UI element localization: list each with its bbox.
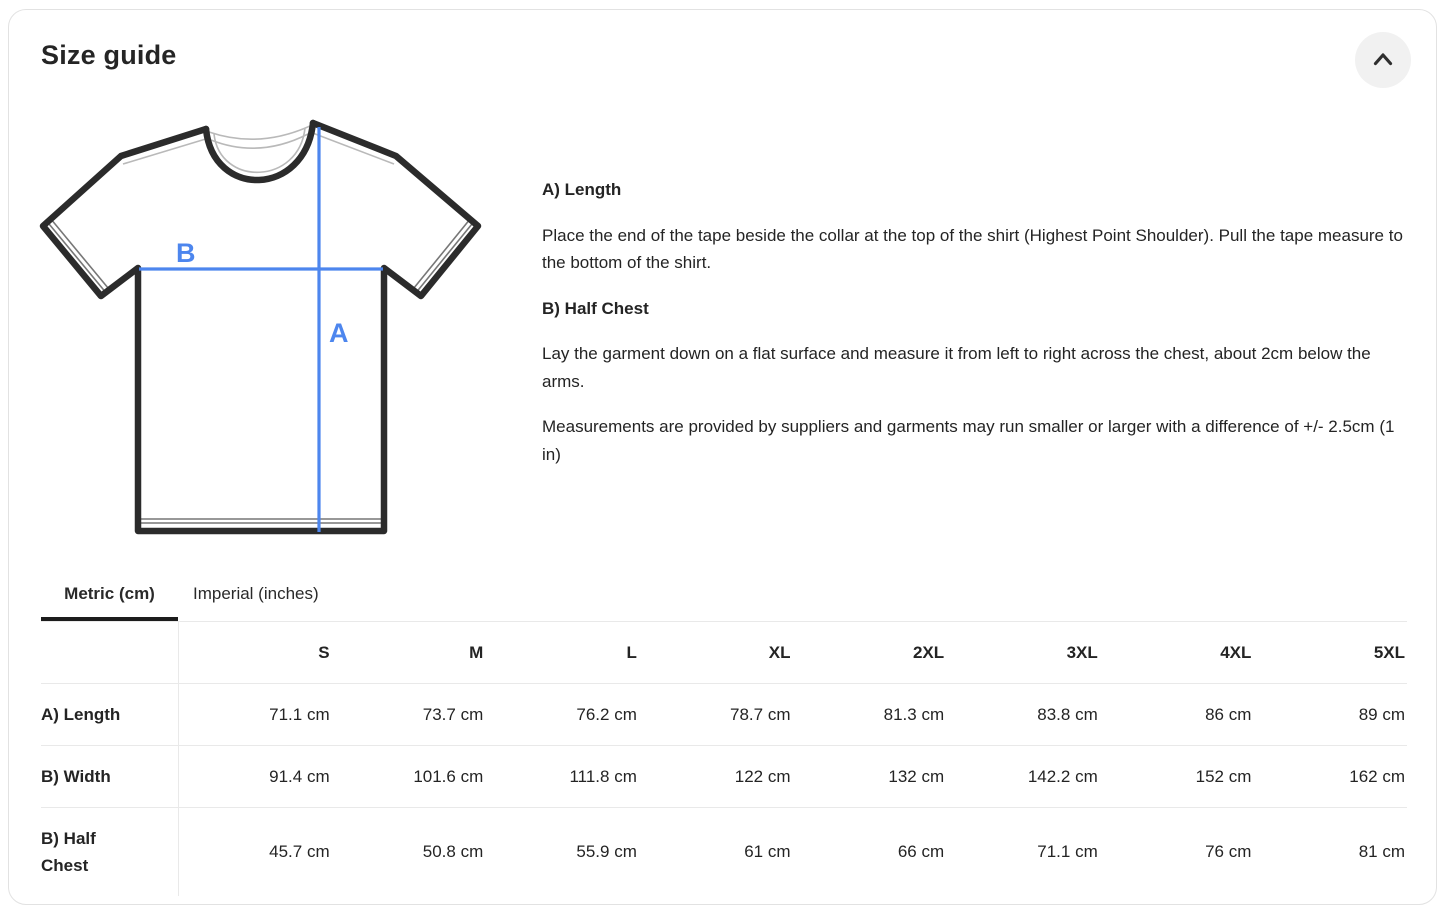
size-value: 71.1 cm [178,684,332,746]
col-header-3xl: 3XL [946,622,1100,684]
unit-tabs [41,569,319,619]
table-header-row [41,622,1407,684]
size-value: 83.8 cm [946,684,1100,746]
instruction-body-half-chest: Lay the garment down on a flat surface and measure it from left to right across the chest, about 2cm below the arms. [542,344,1371,391]
size-value: 81.3 cm [793,684,947,746]
size-value: 45.7 cm [269,841,330,861]
instruction-heading-length: A) Length [542,180,622,199]
size-guide-panel [8,9,1437,905]
table-row-half-chest [41,808,1407,896]
tshirt-measurement-diagram [39,111,482,540]
size-value: 50.8 cm [422,841,484,861]
instruction-body-length: Place the end of the tape beside the collar at the top of the shirt (Highest Point Shoulder). Pull the tape measure to the bottom of the shirt. [542,225,1403,272]
size-value: 55.9 cm [576,841,637,861]
instruction-heading-half-chest: B) Half Chest [542,298,649,318]
size-value: 132 cm [793,746,947,808]
size-value: 142.2 cm [946,746,1100,808]
chevron-up-icon [1370,47,1396,73]
diagram-label-b: B [176,238,196,268]
col-header-2xl: 2XL [793,622,947,684]
size-value: 61 cm [744,841,791,861]
size-table [41,621,1407,896]
size-value: 111.8 cm [485,746,639,808]
tab-metric[interactable]: Metric (cm) [64,584,155,603]
size-value: 162 cm [1253,746,1407,808]
col-header-l: L [485,622,639,684]
page-title: Size guide [41,40,177,70]
col-header-xl: XL [639,622,793,684]
size-value: 152 cm [1100,746,1254,808]
collapse-button[interactable] [1355,32,1411,88]
active-tab-underline [41,617,178,621]
size-value: 122 cm [639,746,793,808]
size-value: 76 cm [1205,841,1252,861]
col-header-5xl: 5XL [1253,622,1407,684]
size-value: 91.4 cm [178,746,332,808]
col-header-4xl: 4XL [1100,622,1254,684]
size-value: 71.1 cm [1037,841,1098,861]
size-value: 76.2 cm [485,684,639,746]
row-label: A) Length [41,684,178,746]
diagram-label-a: A [329,318,349,348]
col-header-m: M [332,622,486,684]
supplier-note: Measurements are provided by suppliers and garments may run smaller or larger with a difference of +/- 2.5cm (1 in) [542,417,1395,464]
measuring-instructions [542,176,1404,486]
size-value: 73.7 cm [332,684,486,746]
table-row-width [41,746,1407,808]
table-row-length [41,684,1407,746]
size-value: 89 cm [1253,684,1407,746]
size-value: 78.7 cm [639,684,793,746]
size-value: 81 cm [1358,841,1405,861]
row-label: B) Width [41,746,178,808]
size-value: 101.6 cm [332,746,486,808]
table-corner-cell [41,622,178,684]
col-header-s: S [178,622,332,684]
row-label: B) Half Chest [41,808,178,896]
size-value: 66 cm [897,841,945,861]
tab-imperial[interactable]: Imperial (inches) [193,584,319,603]
size-value: 86 cm [1100,684,1254,746]
